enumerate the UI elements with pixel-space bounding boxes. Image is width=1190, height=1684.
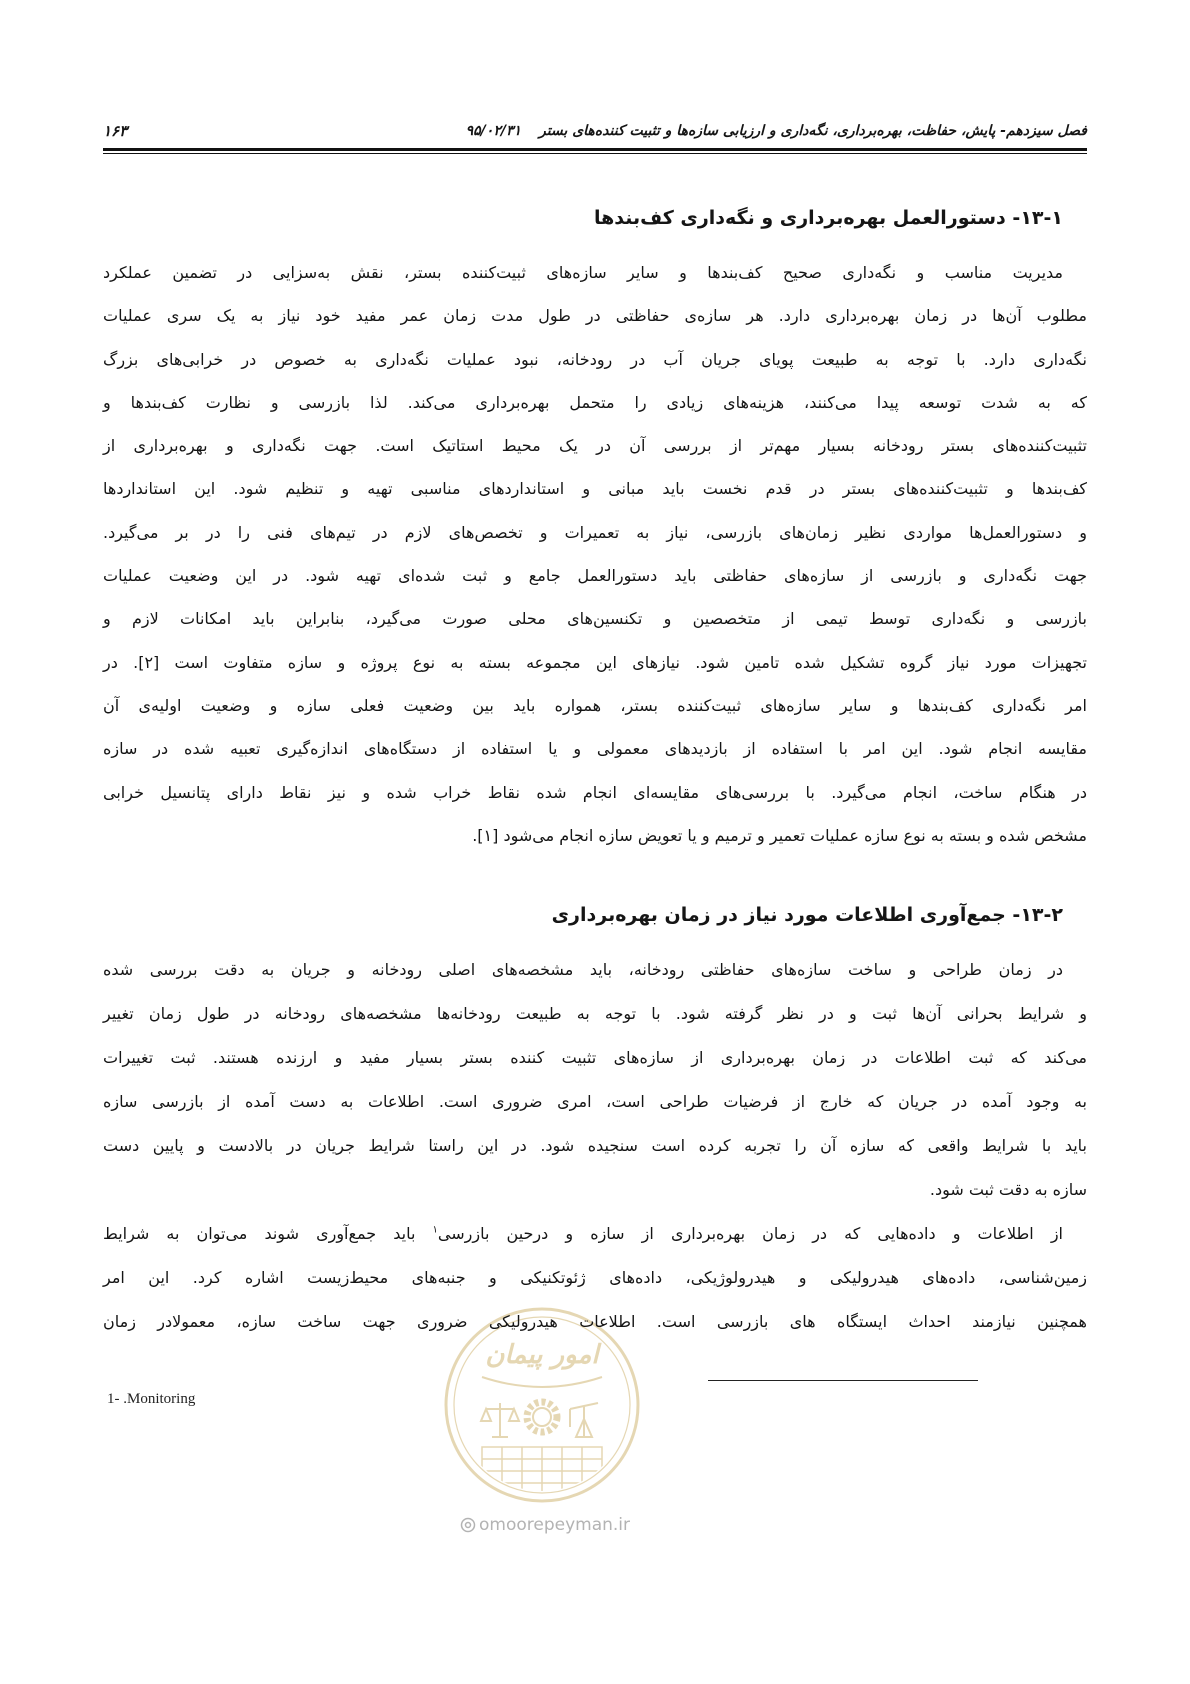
- paragraph-line: در هنگام ساخت، انجام می‌گیرد. با بررسی‌های مقایسه‌ای انجام شده نقاط خراب شده و نیز نقاط دارای پتانسیل خرابی: [103, 782, 1087, 802]
- paragraph-line: مقایسه انجام شود. این امر با استفاده از بازدیدهای معمولی و یا استفاده از دستگاه‌های اندازه‌گیری تعبیه شده در سازه: [103, 739, 1087, 759]
- gear-icon: [527, 1402, 557, 1432]
- paragraph-line: مدیریت مناسب و نگه‌داری صحیح کف‌بندها و سایر سازه‌های ثبیت‌کننده بستر، نقش به‌سزایی در تضمین عملکرد: [103, 263, 1063, 282]
- paragraph-line: سازه به دقت ثبت شود.: [929, 1180, 1087, 1199]
- line-text: از اطلاعات و داده‌هایی که در زمان بهره‌برداری از سازه و درحین بازرسی: [437, 1224, 1064, 1243]
- page-number: ۱۶۳: [103, 122, 128, 140]
- seal-lettering: امور پیمان: [485, 1340, 599, 1370]
- paragraph-line: امر نگه‌داری کف‌بندها و سایر سازه‌های ثبیت‌کننده بستر، همواره باید بین وضعیت فعلی سازه و وضعیت اولیه‌ی آن: [103, 695, 1087, 715]
- paragraph-line: و دستورالعمل‌ها مواردی نظیر زمان‌های بازرسی، نیاز به تعمیرات و تخصص‌های لازم در تیم‌های فنی را در بر می‌گیرد.: [103, 522, 1087, 542]
- paragraph-line: [103, 1212, 1087, 1256]
- paragraph: [103, 251, 1087, 857]
- scales-icon: [481, 1403, 519, 1437]
- header-date: ۹۵/۰۲/۳۱: [465, 123, 521, 139]
- paragraph-line: تثبیت‌کننده‌های بستر رودخانه بسیار مهم‌تر از بررسی آن در یک محیط استاتیک است. جهت نگه‌داری و بهره‌برداری از: [103, 436, 1087, 456]
- paragraph-line: کف‌بندها و تثبیت‌کننده‌های بستر در قدم نخست باید مبانی و استانداردهای مناسبی تهیه و تنظیم شود. این استانداردها: [103, 479, 1087, 499]
- paragraph-line: همچنین نیازمند احداث ایستگاه های بازرسی است. اطلاعات هیدرولیکی ضروری جهت ساخت سازه، معمولادر زمان: [103, 1312, 1087, 1331]
- line-text: باید جمع‌آوری شوند می‌توان به شرایط: [103, 1224, 433, 1243]
- paragraph-line: به وجود آمده در جریان که خارج از فرضیات طراحی است، امری ضروری است. اطلاعات به دست آمده از بازرسی سازه: [103, 1092, 1087, 1111]
- paragraph-line: مشخص شده و بسته به نوع سازه عملیات تعمیر و ترمیم و یا تعویض سازه انجام می‌شود [۱].: [472, 825, 1087, 845]
- paragraph-line: که به شدت توسعه پیدا می‌کنند، هزینه‌های زیادی را متحمل بهره‌برداری می‌کند. لذا بازرسی و نظارت کف‌بندها و: [103, 392, 1087, 412]
- watermark-site: [440, 1512, 650, 1538]
- at-icon: [460, 1517, 476, 1533]
- footnote: 1- .Monitoring: [107, 1391, 196, 1407]
- footnote-marker: ۱: [432, 1224, 438, 1236]
- paragraph: [103, 948, 1087, 1212]
- paragraph-line: می‌کند که ثبت اطلاعات در زمان بهره‌برداری از سازه‌های تثبیت کننده بستر بسیار مفید و ارزنده هستند. ثبت تغییرات: [103, 1048, 1087, 1067]
- footnote-separator: [708, 1380, 978, 1381]
- paragraph-line: زمین‌شناسی، داده‌های هیدرولیکی و هیدرولوژیکی، داده‌های ژئوتکنیکی و جنبه‌های محیط‌زیست اشاره کرد. این امر: [103, 1268, 1087, 1287]
- paragraph-line: نگه‌داری دارد. با توجه به طبیعت پویای جریان آب در رودخانه، نبود عملیات نگه‌داری به خصوص در خرابی‌های بزرگ: [103, 349, 1087, 369]
- paragraph: [103, 1212, 1087, 1344]
- paragraph-line: و شرایط بحرانی آن‌ها ثبت و در نظر گرفته شود. با توجه به طبیعت رودخانه‌ها مشخصه‌های رودخانه در طول زمان تغییر: [103, 1004, 1087, 1023]
- header-rule: [103, 148, 1087, 154]
- watermark-site-text: omoorepeyman.ir: [478, 1515, 631, 1535]
- section-heading: ۱۳-۱- دستورالعمل بهره‌برداری و نگه‌داری کف‌بندها: [593, 207, 1063, 229]
- paragraph-line: تجهیزات مورد نیاز گروه تشکیل شده تامین شود. نیازهای این مجموعه بسته به نوع پروژه و سازه متفاوت است [۲]. در: [103, 652, 1087, 672]
- paragraph-line: بازرسی و نگه‌داری توسط تیمی از متخصصین و تکنسین‌های محلی صورت می‌گیرد، بنابراین باید امکانات لازم و: [103, 609, 1087, 629]
- pump-icon: [570, 1403, 598, 1437]
- paragraph-line: مطلوب آن‌ها در زمان بهره‌برداری دارد. هر سازه‌ی حفاظتی در طول مدت زمان عمر مفید خود نیاز به یک سری عملیات: [103, 306, 1087, 326]
- running-header: [103, 117, 1087, 145]
- chapter-title: فصل سیزدهم- پایش، حفاظت، بهره‌برداری، نگه‌داری و ارزیابی سازه‌ها و تثبیت کننده‌های بستر: [538, 123, 1087, 139]
- section-heading: ۱۳-۲- جمع‌آوری اطلاعات مورد نیاز در زمان بهره‌برداری: [551, 904, 1063, 926]
- paragraph-line: در زمان طراحی و ساخت سازه‌های حفاظتی رودخانه، باید مشخصه‌های اصلی رودخانه و جریان به دقت بررسی شده: [103, 960, 1063, 979]
- brick-pattern: [482, 1447, 602, 1497]
- paragraph-line: جهت نگه‌داری و بازرسی از سازه‌های حفاظتی باید دستورالعمل جامع و ثبت شده‌ای تهیه شود. در این وضعیت عملیات: [103, 566, 1087, 586]
- paragraph-line: باید با شرایط واقعی که سازه آن را تجربه کرده است سنجیده شود. در این راستا شرایط جریان در بالادست و پایین دست: [103, 1136, 1087, 1155]
